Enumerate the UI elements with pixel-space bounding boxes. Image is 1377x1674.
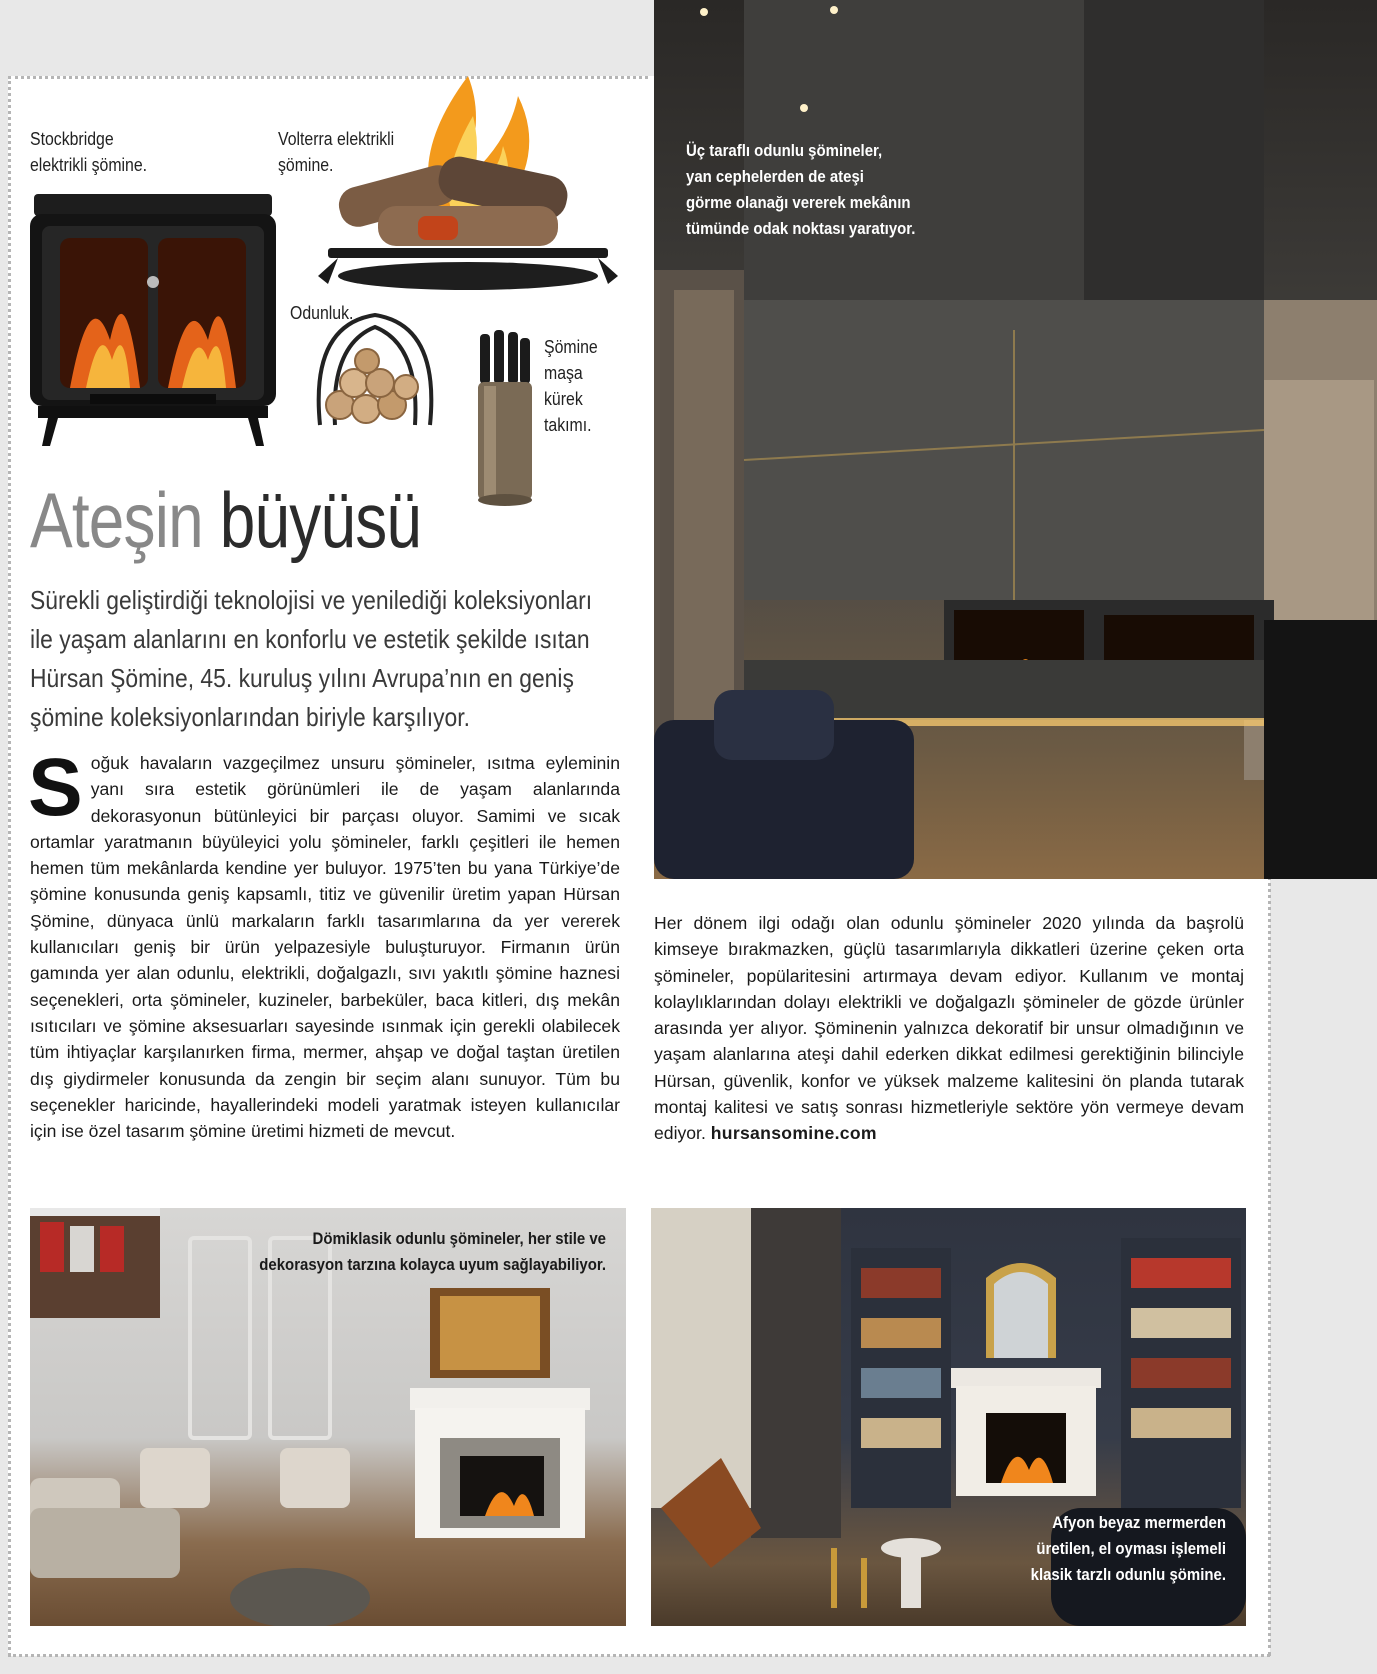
fireplace-tool-set-image: [470, 330, 540, 510]
dotted-border-bottom: [8, 1654, 1270, 1657]
bottom-right-caption: Afyon beyaz mermerden üretilen, el oyması işlemeli klasik tarzlı odunlu şömine.: [1030, 1513, 1226, 1584]
odunluk-label: Odunluk.: [290, 303, 354, 323]
marble-fireplace-library-photo: [651, 1208, 1246, 1626]
drop-cap: S: [28, 742, 83, 833]
dotted-border-left: [8, 76, 11, 1656]
bottom-left-caption: Dömiklasik odunlu şömineler, her stile ve dekorasyon tarzına kolayca uyum sağlayabiliyor.: [259, 1229, 606, 1274]
log-holder-image: [300, 305, 450, 455]
article-body-column-2: Her dönem ilgi odağı olan odunlu şömineler 2020 yılında da başrolü kimseye bırakmazken, güçlü tasarımlarıyla dikkatleri üzerine çeken orta şömineler, popülaritesini artırmaya devam ediyor. Kullanım ve montaj kolaylıklarından dolayı elektrikli ve doğalgazlı şömineler de gözde ürünler arasında yer alıyor. Şöminenin yalnızca dekoratif bir unsur olmadığının ve yaşam alanlarına ateşi dahil ederken dikkat edilmesi gerektiğinin bilinciyle Hürsan, güvenlik, konfor ve yüksek malzeme kalitesini ön planda tutarak montaj kalitesi ve satış sonrası hizmetleriyle sektöre yön vermeye devam ediyor. hursansomine.com: [654, 913, 1244, 1144]
article-body-column-1: Soğuk havaların vazgeçilmez unsuru şömineler, ısıtma eyleminin yanı sıra estetik görünümleri ile de yaşam alanlarında dekorasyonun bütünleyici bir parçası oluyor. Samimi ve sıcak ortamlar yaratmanın büyüleyici yolu şömineler, farklı çeşitleri ile hemen hemen tüm mekânlarda kendine yer buluyor. 1975’ten bu yana Türkiye’de şömine konusunda geniş kapsamlı, titiz ve güvenilir üretim yapan Hürsan Şömine, dünyaca ünlü markaların farklı tasarımlarına da yer vererek kullanıcıları geniş bir ürün yelpazesiyle buluşturuyor. Firmanın ürün gamında yer alan odunlu, elektrikli, doğalgazlı, sıvı yakıtlı şömine haznesi seçenekleri, orta şömineler, kuzineler, barbeküler, baca kitleri, dış mekân ısıtıcıları ve şömine aksesuarları sayesinde ısınmak için gerekli olabilecek tüm ihtiyaçlar karşılanırken firma, mermer, ahşap ve doğal taştan üretilen dış giydirmeler konusunda da zengin bir seçim alanı sunuyor. Tüm bu seçenekler haricinde, hayallerindeki modeli yaratmak isteyen kullanıcılar için ise özel tasarım şömine üretimi hizmeti de mevcut.: [28, 742, 620, 1142]
tool-set-label: Şömine maşa kürek takımı.: [544, 337, 598, 435]
classic-fireplace-living-room-photo: [30, 1208, 626, 1626]
article-title: Ateşin büyüsü: [30, 476, 422, 564]
stockbridge-label: Stockbridge elektrikli şömine.: [30, 129, 148, 175]
three-sided-fireplace-illustration: [654, 0, 1377, 879]
volterra-log-set-image: [318, 66, 618, 306]
dotted-border-right: [1268, 876, 1271, 1656]
article-lead: Sürekli geliştirdiği teknolojisi ve yenilediği koleksiyonları ile yaşam alanlarını en konforlu ve estetik şekilde ısıtan Hürsan Şömine, 45. kuruluş yılını Avrupa’nın en geniş şömine koleksiyonlarından biriyle karşılıyor.: [30, 585, 593, 732]
main-fireplace-photo: [654, 0, 1377, 879]
volterra-label: Volterra elektrikli şömine.: [278, 129, 395, 175]
stockbridge-stove-image: [30, 190, 280, 448]
website-link[interactable]: hursansomine.com: [710, 1123, 877, 1144]
main-photo-caption: Üç taraflı odunlu şömineler, yan cephelerden de ateşi görme olanağı vererek mekânın tümünde odak noktası yaratıyor.: [686, 141, 916, 238]
